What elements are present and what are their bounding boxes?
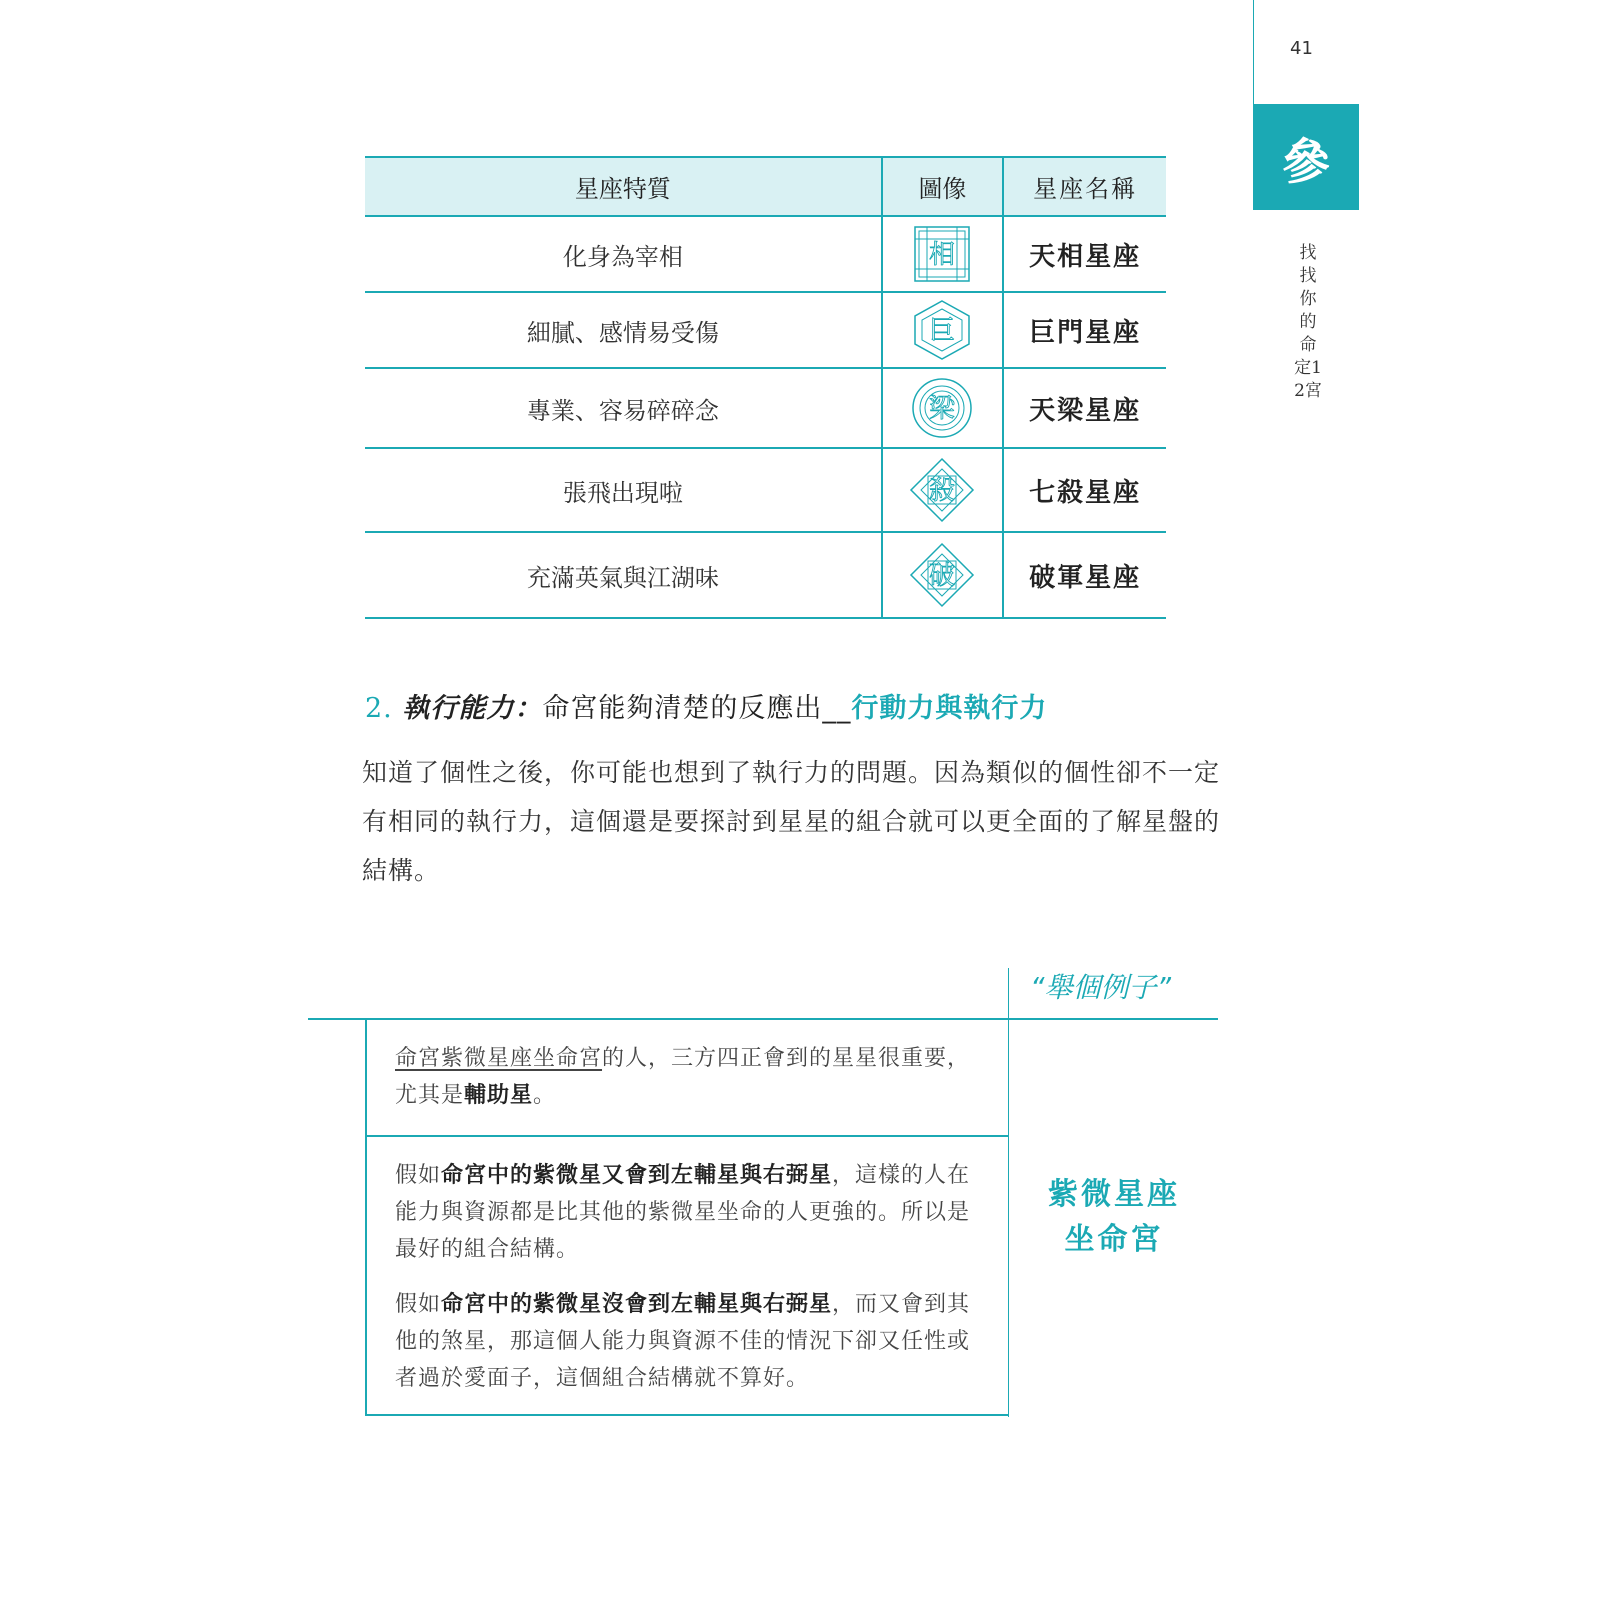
name-cell: 巨門星座 bbox=[1003, 292, 1166, 368]
seal-glyph: 巨 bbox=[929, 316, 956, 346]
image-cell bbox=[882, 292, 1004, 368]
example-paragraph-3 bbox=[395, 1286, 985, 1397]
circle-seal-icon bbox=[909, 375, 975, 441]
side-label-line-1: 紫微星座 bbox=[1048, 1177, 1180, 1212]
table-row bbox=[365, 292, 1166, 368]
header-image: 圖像 bbox=[882, 157, 1004, 216]
box-divider bbox=[367, 1135, 1008, 1137]
table-row bbox=[365, 532, 1166, 618]
header-name: 星座名稱 bbox=[1003, 157, 1166, 216]
paragraph-text: ，這樣的人在能力與資源都是比其他的紫微星坐命的人更強的。所以是最好的組合結構。 bbox=[395, 1163, 971, 1262]
seal-glyph: 殺 bbox=[929, 476, 956, 506]
name-cell: 天梁星座 bbox=[1003, 368, 1166, 448]
trait-cell: 張飛出現啦 bbox=[365, 448, 882, 532]
example-paragraph-2 bbox=[395, 1157, 985, 1268]
section-highlight: 行動力與執行力 bbox=[851, 693, 1048, 724]
page-number: 41 bbox=[1290, 38, 1313, 59]
table-row bbox=[365, 448, 1166, 532]
side-label-line-2: 坐命宮 bbox=[1064, 1222, 1164, 1257]
example-paragraph-1 bbox=[395, 1040, 985, 1114]
paragraph-text: 的人，三方四正會到的星星很重要，尤其是 bbox=[395, 1046, 971, 1108]
side-title: 找找你的命定12宮 bbox=[1294, 243, 1322, 401]
example-box bbox=[365, 1020, 1008, 1416]
bold-phrase: 命宮中的紫微星又會到左輔星與右弼星 bbox=[441, 1163, 833, 1188]
table-row bbox=[365, 368, 1166, 448]
example-label: “舉個例子” bbox=[1030, 971, 1172, 1004]
example-side-label bbox=[1030, 1172, 1198, 1262]
diamond-seal-icon bbox=[909, 457, 975, 523]
example-divider-line bbox=[1008, 968, 1009, 1417]
square-seal-icon bbox=[909, 221, 975, 287]
seal-glyph: 梁 bbox=[929, 394, 956, 424]
diamond-seal-icon bbox=[909, 542, 975, 608]
side-rule bbox=[1253, 0, 1254, 104]
paragraph-lead: 假如 bbox=[395, 1292, 442, 1317]
table-body bbox=[365, 216, 1166, 618]
constellation-table bbox=[365, 156, 1166, 619]
paragraph-lead: 假如 bbox=[395, 1163, 442, 1188]
intro-paragraph: 知道了個性之後，你可能也想到了執行力的問題。因為類似的個性卻不一定有相同的執行力，這個還是要探討到星星的組合就可以更全面的了解星盤的結構。 bbox=[362, 758, 1221, 885]
section-title: 執行能力： bbox=[402, 693, 543, 724]
name-cell: 天相星座 bbox=[1003, 216, 1166, 292]
seal-glyph: 相 bbox=[929, 240, 956, 270]
trait-cell: 專業、容易碎碎念 bbox=[365, 368, 882, 448]
hexagon-seal-icon bbox=[909, 297, 975, 363]
bold-term: 輔助星 bbox=[464, 1083, 534, 1108]
seal-glyph: 破 bbox=[929, 561, 956, 591]
header-trait: 星座特質 bbox=[365, 157, 882, 216]
section-heading bbox=[365, 686, 1047, 725]
paragraph-text: ，而又會到其他的煞星，那這個人能力與資源不佳的情況下卻又任性或者過於愛面子，這個組合結構就不算好。 bbox=[395, 1292, 971, 1391]
section-text: 命宮能夠清楚的反應出__ bbox=[542, 693, 852, 724]
table-row bbox=[365, 216, 1166, 292]
image-cell bbox=[882, 532, 1004, 618]
image-cell bbox=[882, 368, 1004, 448]
image-cell bbox=[882, 448, 1004, 532]
name-cell: 破軍星座 bbox=[1003, 532, 1166, 618]
image-cell bbox=[882, 216, 1004, 292]
trait-cell: 化身為宰相 bbox=[365, 216, 882, 292]
section-number: 2. bbox=[365, 693, 393, 724]
chapter-tab: 參 bbox=[1253, 104, 1359, 210]
bold-phrase: 命宮中的紫微星沒會到左輔星與右弼星 bbox=[441, 1292, 833, 1317]
trait-cell: 細膩、感情易受傷 bbox=[365, 292, 882, 368]
name-cell: 七殺星座 bbox=[1003, 448, 1166, 532]
paragraph-end: 。 bbox=[533, 1083, 557, 1108]
table-header-row bbox=[365, 157, 1166, 216]
trait-cell: 充滿英氣與江湖味 bbox=[365, 532, 882, 618]
underlined-term: 命宮紫微星座坐命宮 bbox=[395, 1046, 603, 1071]
